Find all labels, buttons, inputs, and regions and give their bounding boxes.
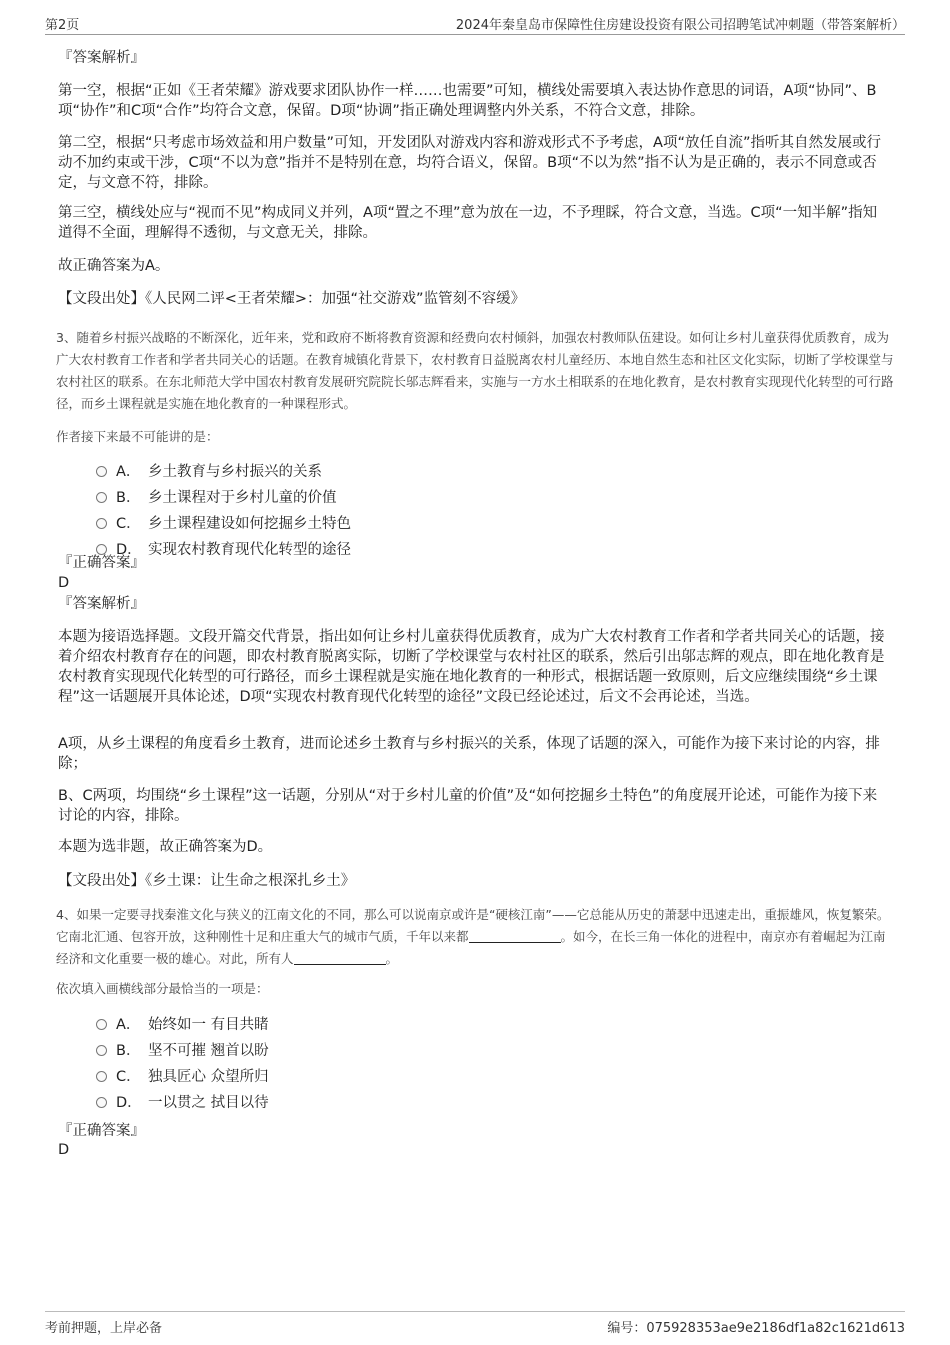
radio-icon[interactable] xyxy=(96,518,107,529)
q3-option-a[interactable]: A． 乡土教育与乡村振兴的关系 xyxy=(96,462,322,482)
radio-icon[interactable] xyxy=(96,1019,107,1030)
q3-question: 作者接下来最不可能讲的是： xyxy=(56,429,219,444)
q2-conclusion: 故正确答案为A。 xyxy=(58,258,170,274)
q2-analysis-paragraph-2: 第二空，根据“只考虑市场效益和用户数量”可知，开发团队对游戏内容和游戏形式不予考虑，A项“放任自流”指听其自然发展或行动不加约束或干涉，C项“不以为意”指并不是特别在意，均符合语义，保留。B项“不以为然”指不认为是正确的，表示不同意或否定，与文意不符，排除。 xyxy=(58,135,881,191)
q3-conclusion: 本题为选非题，故正确答案为D。 xyxy=(58,839,273,855)
radio-icon[interactable] xyxy=(96,492,107,503)
q4-option-d[interactable]: D． 一以贯之 拭目以待 xyxy=(96,1093,269,1113)
fill-blank-2 xyxy=(294,952,386,965)
radio-icon[interactable] xyxy=(96,1097,107,1108)
radio-icon[interactable] xyxy=(96,466,107,477)
q4-stem: 4、如果一定要寻找秦淮文化与狭义的江南文化的不同，那么可以说南京或许是“硬核江南”——它总能从历史的萧瑟中迅速走出，重振雄风，恢复繁荣。它南北汇通、包容开放，这种刚性十足和庄重大气的城市气质，千年以来都 。如今，在长三角一体化的进程中，南京亦有着崛起为江南经济和文化重要一极的雄心。对此，所有人 。 xyxy=(56,907,890,966)
q3-analysis-paragraph-3: B、C两项，均围绕“乡土课程”这一话题，分别从“对于乡村儿童的价值”及“如何挖掘乡土特色”的角度展开论述，可能作为接下来讨论的内容，排除。 xyxy=(58,788,878,824)
q3-option-d[interactable]: D． 实现农村教育现代化转型的途径 xyxy=(96,540,351,560)
q2-source: 【文段出处】《人民网二评<王者荣耀>：加强“社交游戏”监管刻不容缓》 xyxy=(58,291,526,307)
q2-analysis-label: 『答案解析』 xyxy=(58,50,145,66)
q4-option-a[interactable]: A． 始终如一 有目共睹 xyxy=(96,1015,269,1035)
q4-answer: D xyxy=(58,1142,70,1158)
q3-answer: D xyxy=(58,575,70,591)
page-footer xyxy=(45,1311,905,1334)
q3-source: 【文段出处】《乡土课：让生命之根深扎乡土》 xyxy=(58,873,356,889)
radio-icon[interactable] xyxy=(96,1045,107,1056)
q3-analysis-paragraph-1: 本题为接语选择题。文段开篇交代背景，指出如何让乡村儿童获得优质教育，成为广大农村教育工作者和学者共同关心的话题，接着介绍农村教育存在的问题，即农村教育脱离实际，切断了学校课堂与农村社区的联系，然后引出邬志辉的观点，即在地化教育是农村教育实现现代化转型的可行路径，而乡土课程就是实施在地化教育的一种形式，根据话题一致原则，后文应继续围绕“乡土课程”这一话题展开具体论述，D项“实现农村教育现代化转型的途径”文段已经论述过，后文不会再论述，当选。 xyxy=(58,629,885,705)
q4-option-b[interactable]: B． 坚不可摧 翘首以盼 xyxy=(96,1041,269,1061)
footer-slogan: 考前押题，上岸必备 xyxy=(45,1321,163,1336)
q3-stem: 3、随着乡村振兴战略的不断深化，近年来，党和政府不断将教育资源和经费向农村倾斜，加强农村教师队伍建设。如何让乡村儿童获得优质教育，成为广大农村教育工作者和学者共同关心的话题。在教育城镇化背景下，农村教育日益脱离农村儿童经历、本地自然生态和社区文化实际，切断了学校课堂与农村社区的联系。在东北师范大学中国农村教育发展研究院院长邬志辉看来，实施与一方水土相联系的在地化教育，是农村教育实现现代化转型的可行路径，而乡土课程就是实施在地化教育的一种课程形式。 xyxy=(56,330,894,411)
page-header xyxy=(45,14,905,35)
q2-analysis-paragraph-3: 第三空，横线处应与“视而不见”构成同义并列，A项“置之不理”意为放在一边，不予理睬，符合文意，当选。C项“一知半解”指知道得不全面，理解得不透彻，与文意无关，排除。 xyxy=(58,205,878,241)
document-id: 编号：075928353ae9e2186df1a82c1621d613 xyxy=(607,1321,905,1336)
radio-icon[interactable] xyxy=(96,1071,107,1082)
q3-option-c[interactable]: C． 乡土课程建设如何挖掘乡土特色 xyxy=(96,514,351,534)
q4-answer-label: 『正确答案』 xyxy=(58,1123,145,1139)
q4-option-c[interactable]: C． 独具匠心 众望所归 xyxy=(96,1067,269,1087)
page-number: 第2页 xyxy=(45,18,80,33)
q3-analysis-label: 『答案解析』 xyxy=(58,596,145,612)
document-title: 2024年秦皇岛市保障性住房建设投资有限公司招聘笔试冲刺题（带答案解析） xyxy=(455,18,905,33)
q3-answer-label: 『正确答案』 xyxy=(58,555,145,571)
q4-question: 依次填入画横线部分最恰当的一项是： xyxy=(56,981,269,996)
q3-analysis-paragraph-2: A项，从乡土课程的角度看乡土教育，进而论述乡土教育与乡村振兴的关系，体现了话题的深入，可能作为接下来讨论的内容，排除； xyxy=(58,736,880,772)
fill-blank-1 xyxy=(469,930,561,943)
q2-analysis-paragraph-1: 第一空，根据“正如《王者荣耀》游戏要求团队协作一样……也需要”可知，横线处需要填入表达协作意思的词语，A项“协同”、B项“协作”和C项“合作”均符合文意，保留。D项“协调”指正确处理调整内外关系，不符合文意，排除。 xyxy=(58,83,877,119)
q3-option-b[interactable]: B． 乡土课程对于乡村儿童的价值 xyxy=(96,488,337,508)
